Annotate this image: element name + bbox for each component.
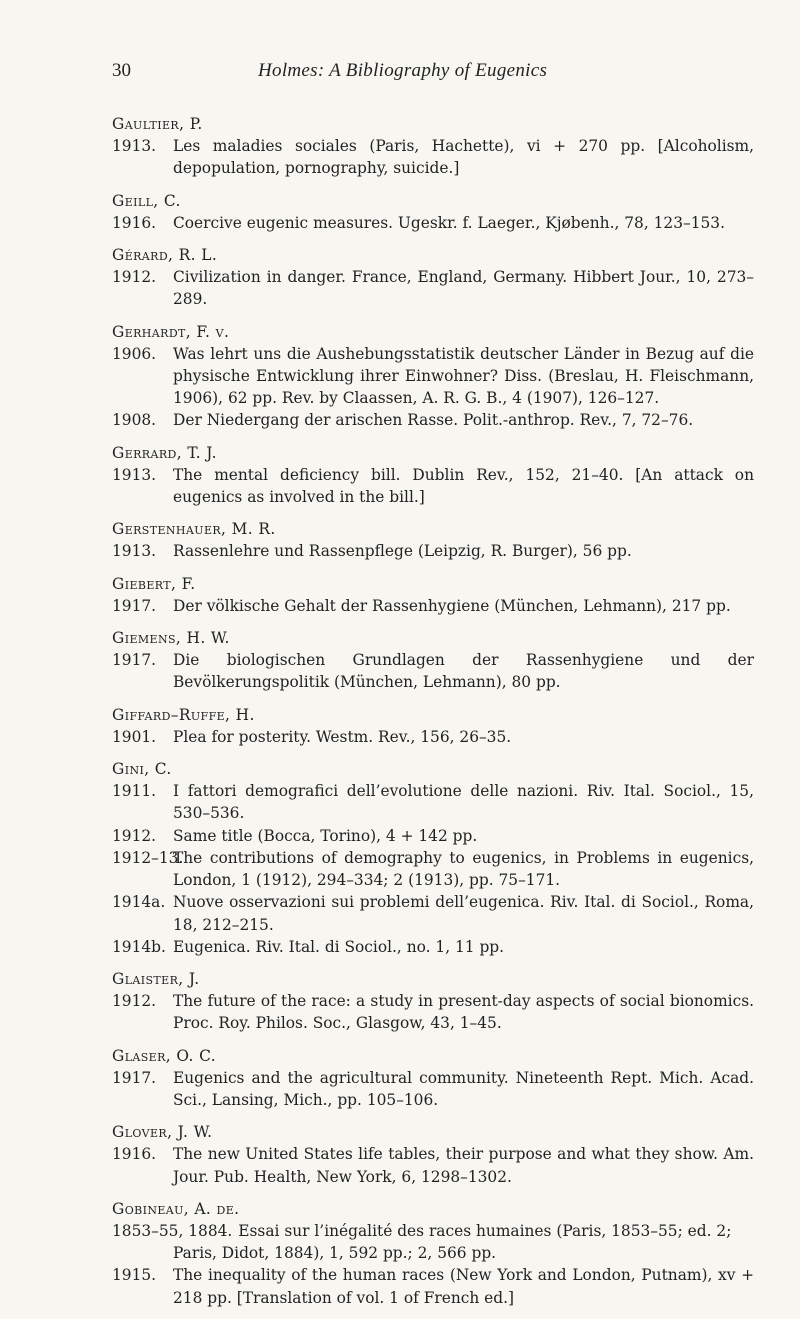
bibliography-entry — [112, 244, 754, 311]
entry-author: Glover, J. W. — [112, 1123, 213, 1142]
entry-year: 1912. — [112, 826, 157, 845]
entry-item — [112, 891, 754, 935]
entry-item — [112, 1220, 754, 1264]
entry-year: 1912–13. — [112, 848, 184, 867]
entry-item — [112, 780, 754, 824]
entry-year: 1913. — [112, 137, 157, 156]
bibliography-entry — [112, 573, 754, 617]
bibliography-entry — [112, 113, 754, 180]
entry-year: 1916. — [112, 1145, 157, 1164]
entry-author: Gobineau, A. de. — [112, 1199, 240, 1218]
entry-item — [112, 595, 754, 617]
entry-year: 1913. — [112, 542, 157, 561]
entry-year: 1914b. — [112, 937, 166, 956]
entry-citation: The new United States life tables, their purpose and what they show. Am. Jour. Pub. Health, New York, 6, 1298–1302. — [173, 1145, 754, 1186]
entry-author: Gerstenhauer, M. R. — [112, 520, 276, 539]
entry-item — [112, 464, 754, 508]
entry-citation: Der völkische Gehalt der Rassenhygiene (München, Lehmann), 217 pp. — [173, 596, 731, 615]
entry-year: 1912. — [112, 268, 157, 287]
bibliography-entry — [112, 704, 754, 748]
entry-year: 1914a. — [112, 893, 166, 912]
bibliography-entry — [112, 1198, 754, 1309]
entry-year: 1912. — [112, 992, 157, 1011]
entry-citation: The future of the race: a study in present-day aspects of social bionomics. Proc. Roy. Philos. Soc., Glasgow, 43, 1–45. — [173, 992, 754, 1033]
page-number: 30 — [112, 60, 131, 81]
entry-item — [112, 847, 754, 891]
bibliography-entry — [112, 758, 754, 958]
entry-citation: The contributions of demography to eugenics, in Problems in eugenics, London, 1 (1912), 294–334; 2 (1913), pp. 75–171. — [173, 848, 754, 890]
entry-author: Glaser, O. C. — [112, 1046, 216, 1065]
entry-citation: Nuove osservazioni sui problemi dell’eugenica. Riv. Ital. di Sociol., Roma, 18, 212–215. — [173, 893, 754, 934]
entry-citation: Plea for posterity. Westm. Rev., 156, 26–35. — [173, 727, 512, 746]
entry-year: 1913. — [112, 465, 157, 484]
entry-year: 1917. — [112, 596, 157, 615]
entry-item — [112, 649, 754, 693]
running-title: Holmes: A Bibliography of Eugenics — [258, 60, 548, 81]
entry-author: Giemens, H. W. — [112, 629, 230, 648]
entry-item — [112, 1067, 754, 1111]
entry-item — [112, 266, 754, 310]
bibliography-entry — [112, 627, 754, 694]
entry-year: 1908. — [112, 411, 157, 430]
entry-citation: Was lehrt uns die Aushebungsstatistik deutscher Länder in Bezug auf die physische Entwicklung ihrer Einwohner? Diss. (Breslau, H. Fleischmann, 1906), 62 pp. Rev. by Claassen, A. R. G. B., 4 (1907), 126–127. — [173, 344, 754, 408]
entry-author: Gérard, R. L. — [112, 246, 218, 265]
entry-item — [112, 409, 754, 431]
entry-citation: Der Niedergang der arischen Rasse. Polit.-anthrop. Rev., 7, 72–76. — [173, 411, 694, 430]
entry-year: 1915. — [112, 1266, 157, 1285]
entry-item — [112, 1264, 754, 1308]
entry-item — [112, 990, 754, 1034]
entry-item — [112, 936, 754, 958]
entry-author: Gerrard, T. J. — [112, 443, 217, 462]
entry-author: Gaultier, P. — [112, 115, 203, 133]
entry-citation: Same title (Bocca, Torino), 4 + 142 pp. — [173, 826, 478, 845]
entry-year: 1853–55, 1884. — [112, 1221, 233, 1240]
entry-citation: Rassenlehre und Rassenpflege (Leipzig, R. Burger), 56 pp. — [173, 542, 632, 561]
entry-item — [112, 726, 754, 748]
entry-citation: Eugenics and the agricultural community. Nineteenth Rept. Mich. Acad. Sci., Lansing, Mich., pp. 105–106. — [173, 1068, 754, 1109]
entry-item — [112, 343, 754, 410]
entry-year: 1911. — [112, 782, 157, 801]
entry-year: 1916. — [112, 213, 157, 232]
bibliography-entry — [112, 518, 754, 562]
bibliography-entry — [112, 1045, 754, 1112]
entry-year: 1906. — [112, 344, 157, 363]
entry-citation: Die biologischen Grundlagen der Rassenhygiene und der Bevölkerungspolitik (München, Lehmann), 80 pp. — [173, 651, 754, 692]
entry-year: 1917. — [112, 1068, 157, 1087]
entry-citation: Eugenica. Riv. Ital. di Sociol., no. 1, 11 pp. — [173, 937, 505, 956]
entry-author: Gerhardt, F. v. — [112, 322, 230, 341]
bibliography-entry — [112, 1121, 754, 1188]
bibliography-entries — [112, 113, 754, 1319]
entry-year: 1901. — [112, 727, 157, 746]
entry-item — [112, 212, 754, 234]
entry-year: 1917. — [112, 651, 157, 670]
entry-citation: Coercive eugenic measures. Ugeskr. f. Laeger., Kjøbenh., 78, 123–153. — [173, 213, 725, 232]
entry-citation: The mental deficiency bill. Dublin Rev., 152, 21–40. [An attack on eugenics as involved in the bill.] — [173, 465, 754, 507]
entry-item — [112, 135, 754, 179]
bibliography-entry — [112, 190, 754, 234]
entry-author: Gini, C. — [112, 760, 172, 779]
entry-citation: Essai sur l’inégalité des races humaines (Paris, 1853–55; ed. 2; Paris, Didot, 1884), 1, 592 pp.; 2, 566 pp. — [173, 1221, 732, 1263]
bibliography-entry — [112, 442, 754, 509]
bibliography-entry — [112, 968, 754, 1035]
entry-author: Giebert, F. — [112, 574, 196, 593]
entry-citation: I fattori demografici dell’evolutione delle nazioni. Riv. Ital. Sociol., 15, 530–536. — [173, 782, 754, 823]
entry-item — [112, 825, 754, 847]
entry-author: Glaister, J. — [112, 969, 200, 988]
entry-citation: Civilization in danger. France, England, Germany. Hibbert Jour., 10, 273–289. — [173, 268, 754, 309]
entry-author: Geill, C. — [112, 191, 181, 210]
entry-citation: The inequality of the human races (New York and London, Putnam), xv + 218 pp. [Translation of vol. 1 of French ed.] — [173, 1266, 754, 1307]
entry-item — [112, 540, 754, 562]
entry-author: Giffard–Ruffe, H. — [112, 705, 255, 724]
entry-citation: Les maladies sociales (Paris, Hachette), vi + 270 pp. [Alcoholism, depopulation, pornography, suicide.] — [173, 137, 754, 178]
bibliography-entry — [112, 321, 754, 432]
entry-item — [112, 1143, 754, 1187]
page-header — [112, 60, 760, 90]
